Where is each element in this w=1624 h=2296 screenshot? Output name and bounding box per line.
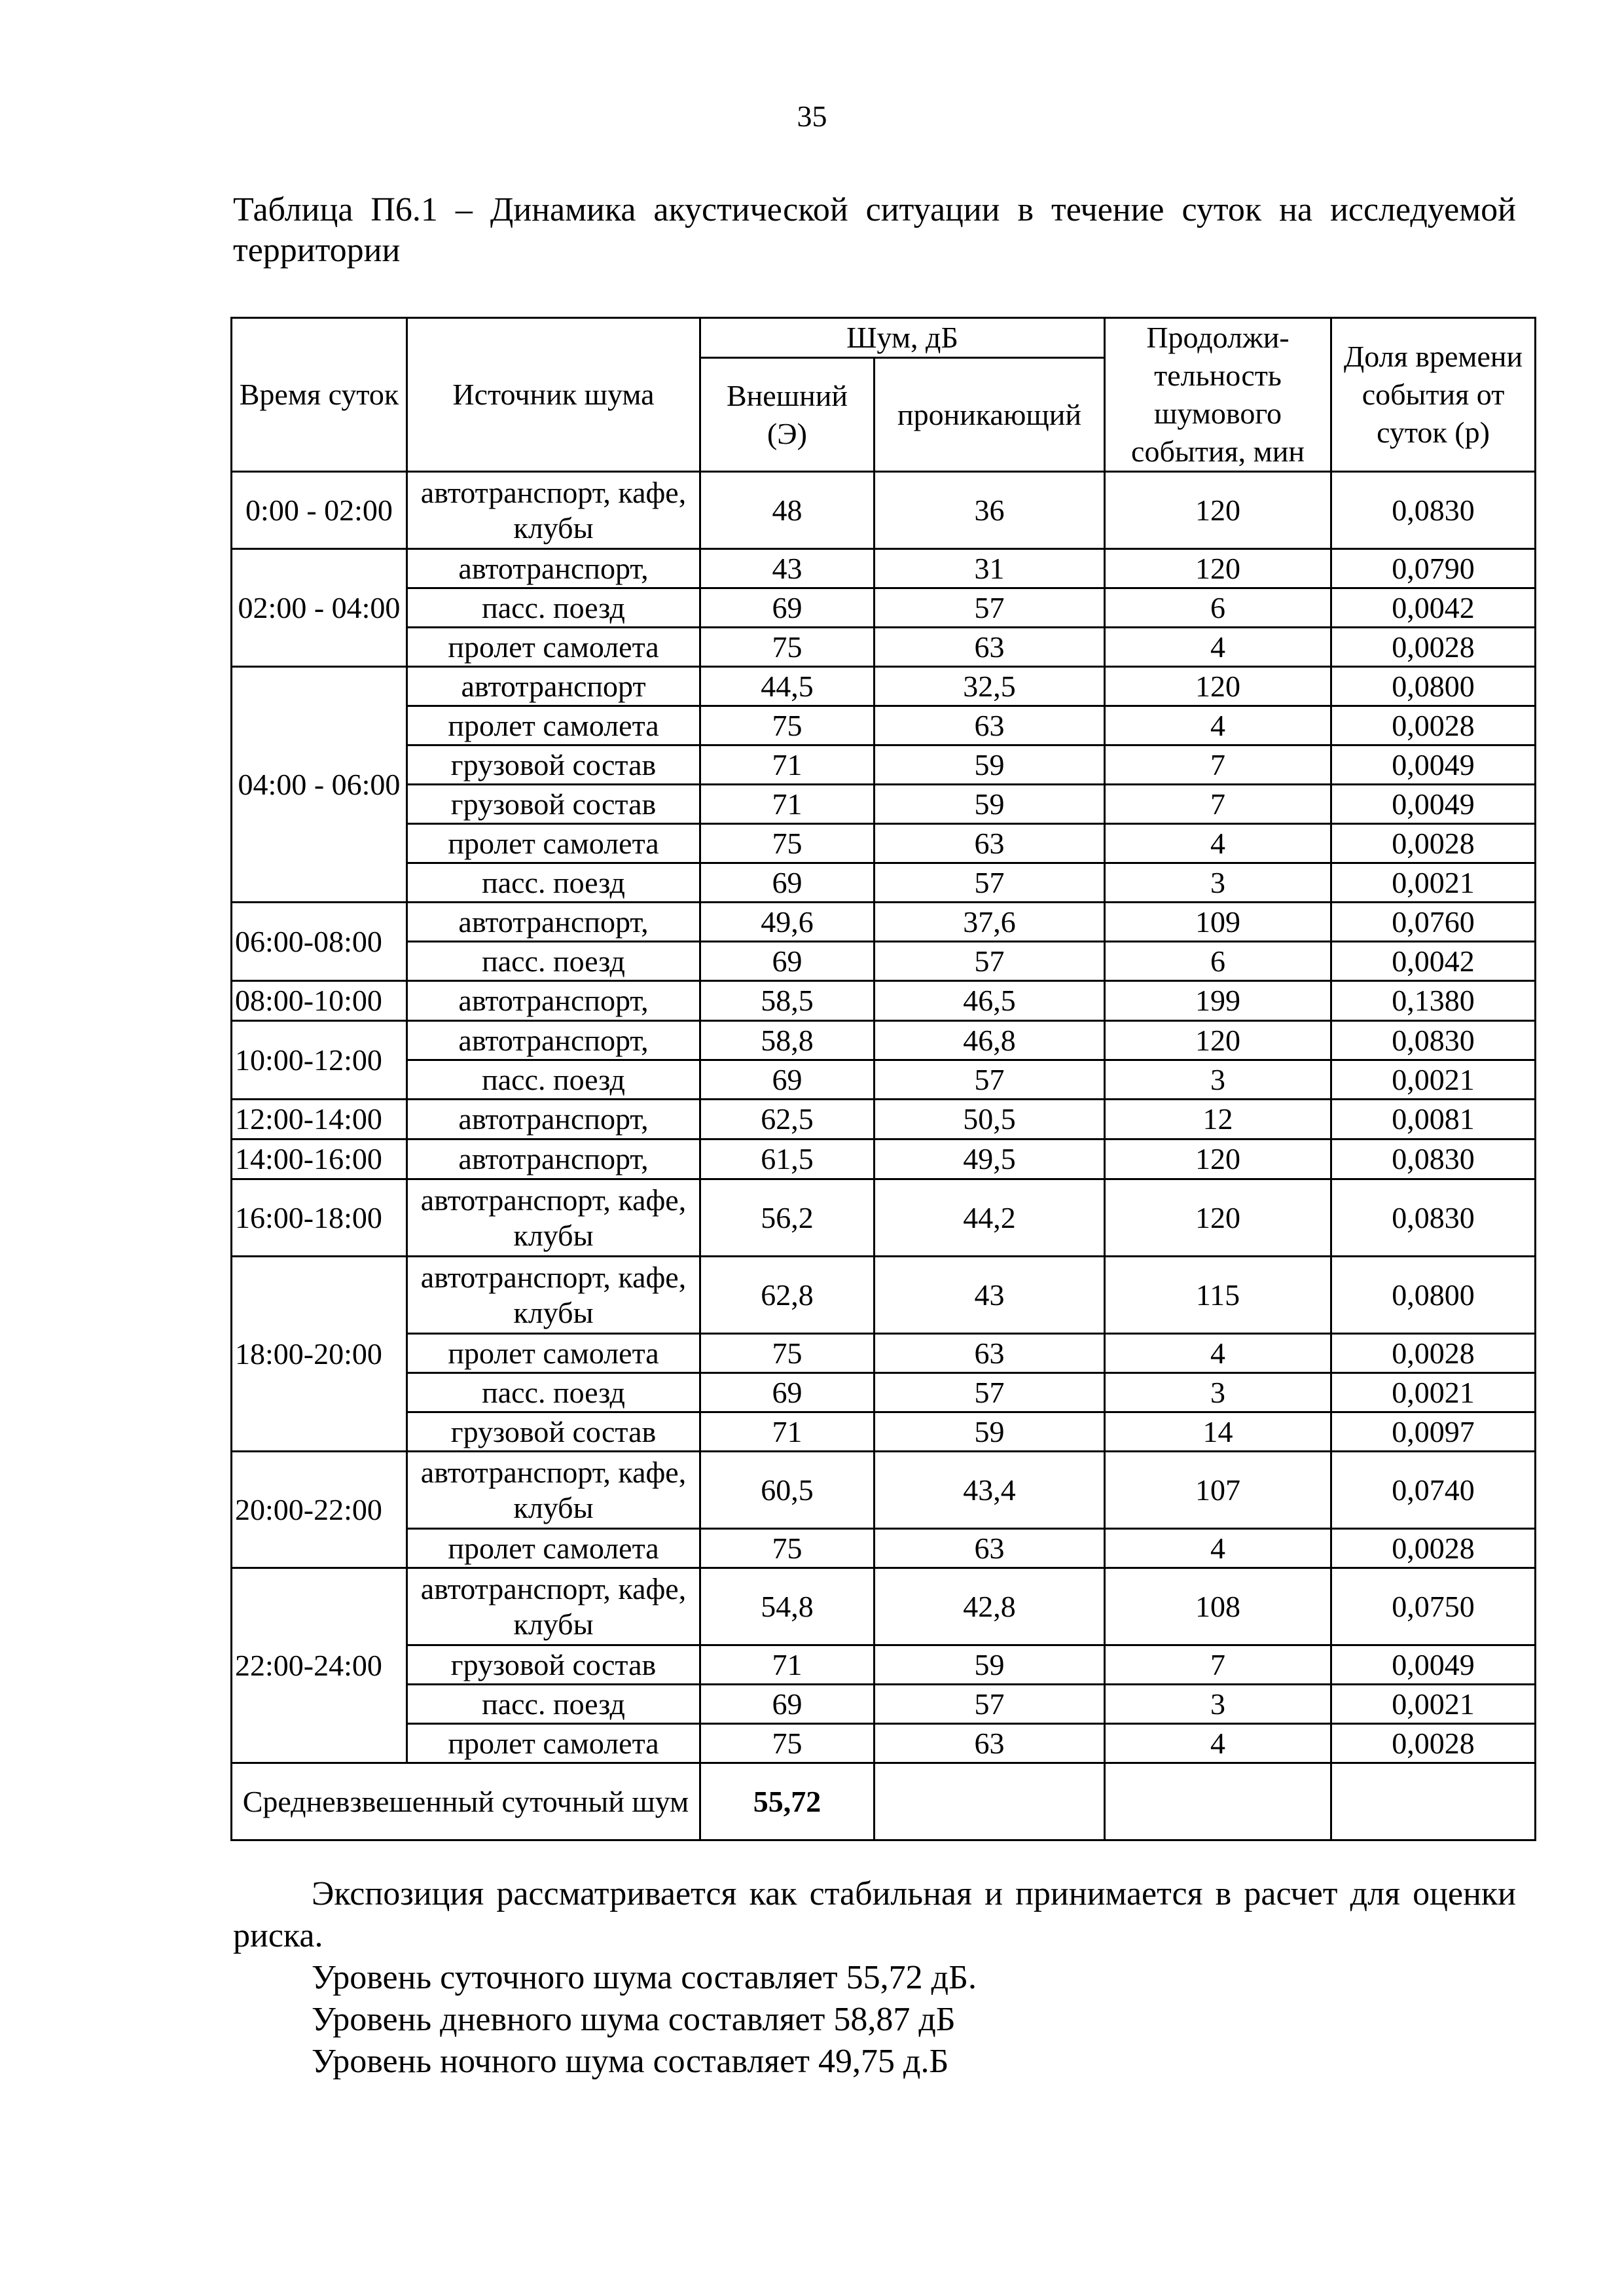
paragraph-exposition: Экспозиция рассматривается как стабильная и принимается в расчет для оценки риска. xyxy=(233,1875,1516,1954)
table-row xyxy=(232,1529,1536,1568)
duration-cell: 199 xyxy=(1105,981,1331,1021)
external-cell: 69 xyxy=(700,863,875,903)
header-duration: Продолжи-тельность шумового события, мин xyxy=(1105,318,1331,472)
external-cell: 61,5 xyxy=(700,1139,875,1179)
external-cell: 71 xyxy=(700,745,875,785)
source-cell: пасс. поезд xyxy=(407,1685,700,1724)
duration-cell: 120 xyxy=(1105,1021,1331,1060)
header-source: Источник шума xyxy=(407,318,700,472)
source-cell: автотранспорт, кафе, клубы xyxy=(407,1568,700,1645)
table-row xyxy=(232,903,1536,942)
time-cell: 12:00-14:00 xyxy=(232,1100,407,1139)
external-cell: 75 xyxy=(700,824,875,863)
table-row xyxy=(232,549,1536,588)
external-cell: 62,8 xyxy=(700,1257,875,1334)
share-cell: 0,0750 xyxy=(1331,1568,1536,1645)
external-cell: 69 xyxy=(700,942,875,981)
external-cell: 75 xyxy=(700,628,875,667)
table-row xyxy=(232,1373,1536,1412)
duration-cell: 7 xyxy=(1105,785,1331,824)
penetrating-cell: 63 xyxy=(875,1724,1105,1763)
table-row xyxy=(232,785,1536,824)
table-row xyxy=(232,1139,1536,1179)
external-cell: 69 xyxy=(700,1685,875,1724)
penetrating-cell: 57 xyxy=(875,942,1105,981)
share-cell: 0,0800 xyxy=(1331,1257,1536,1334)
share-cell: 0,0021 xyxy=(1331,1685,1536,1724)
source-cell: автотранспорт, xyxy=(407,903,700,942)
duration-cell: 120 xyxy=(1105,667,1331,706)
share-cell: 0,0049 xyxy=(1331,785,1536,824)
share-cell: 0,0790 xyxy=(1331,549,1536,588)
table-row xyxy=(232,824,1536,863)
paragraph-daily-noise: Уровень суточного шума составляет 55,72 дБ. xyxy=(312,1959,977,1996)
source-cell: пасс. поезд xyxy=(407,942,700,981)
duration-cell: 6 xyxy=(1105,588,1331,628)
external-cell: 69 xyxy=(700,1060,875,1100)
source-cell: пролет самолета xyxy=(407,824,700,863)
source-cell: грузовой состав xyxy=(407,1412,700,1452)
external-cell: 62,5 xyxy=(700,1100,875,1139)
external-cell: 48 xyxy=(700,472,875,549)
duration-cell: 6 xyxy=(1105,942,1331,981)
external-cell: 43 xyxy=(700,549,875,588)
time-cell: 18:00-20:00 xyxy=(232,1257,407,1452)
share-cell: 0,0042 xyxy=(1331,942,1536,981)
duration-cell: 4 xyxy=(1105,1724,1331,1763)
external-cell: 69 xyxy=(700,1373,875,1412)
duration-cell: 3 xyxy=(1105,863,1331,903)
duration-cell: 4 xyxy=(1105,628,1331,667)
table-row xyxy=(232,1685,1536,1724)
table-row xyxy=(232,1724,1536,1763)
time-cell: 0:00 - 02:00 xyxy=(232,472,407,549)
time-cell: 16:00-18:00 xyxy=(232,1179,407,1257)
penetrating-cell: 57 xyxy=(875,863,1105,903)
share-cell: 0,0097 xyxy=(1331,1412,1536,1452)
share-cell: 0,0028 xyxy=(1331,824,1536,863)
time-cell: 08:00-10:00 xyxy=(232,981,407,1021)
duration-cell: 3 xyxy=(1105,1685,1331,1724)
penetrating-cell: 46,5 xyxy=(875,981,1105,1021)
external-cell: 69 xyxy=(700,588,875,628)
duration-cell: 12 xyxy=(1105,1100,1331,1139)
share-cell: 0,0830 xyxy=(1331,472,1536,549)
penetrating-cell: 63 xyxy=(875,1529,1105,1568)
source-cell: автотранспорт xyxy=(407,667,700,706)
share-cell: 0,0830 xyxy=(1331,1021,1536,1060)
external-cell: 71 xyxy=(700,785,875,824)
source-cell: пролет самолета xyxy=(407,1724,700,1763)
source-cell: автотранспорт, кафе, клубы xyxy=(407,472,700,549)
external-cell: 75 xyxy=(700,706,875,745)
table-row xyxy=(232,472,1536,549)
table-row xyxy=(232,706,1536,745)
penetrating-cell: 59 xyxy=(875,745,1105,785)
share-cell: 0,1380 xyxy=(1331,981,1536,1021)
penetrating-cell: 57 xyxy=(875,1373,1105,1412)
share-cell: 0,0760 xyxy=(1331,903,1536,942)
table-row xyxy=(232,1179,1536,1257)
time-cell: 10:00-12:00 xyxy=(232,1021,407,1100)
duration-cell: 4 xyxy=(1105,706,1331,745)
table-row xyxy=(232,588,1536,628)
duration-cell: 3 xyxy=(1105,1060,1331,1100)
source-cell: пасс. поезд xyxy=(407,1060,700,1100)
table-row xyxy=(232,1334,1536,1373)
header-noise-group: Шум, дБ xyxy=(700,318,1105,358)
header-share: Доля времени события от суток (p) xyxy=(1331,318,1536,472)
penetrating-cell: 36 xyxy=(875,472,1105,549)
external-cell: 75 xyxy=(700,1334,875,1373)
table-row xyxy=(232,1060,1536,1100)
duration-cell: 120 xyxy=(1105,1179,1331,1257)
table-row xyxy=(232,1100,1536,1139)
table-row xyxy=(232,1568,1536,1645)
penetrating-cell: 59 xyxy=(875,1645,1105,1685)
share-cell: 0,0042 xyxy=(1331,588,1536,628)
penetrating-cell: 32,5 xyxy=(875,667,1105,706)
table-row xyxy=(232,667,1536,706)
page-number: 35 xyxy=(797,99,827,133)
source-cell: автотранспорт, кафе, клубы xyxy=(407,1179,700,1257)
external-cell: 44,5 xyxy=(700,667,875,706)
external-cell: 71 xyxy=(700,1645,875,1685)
total-empty-cell xyxy=(1331,1763,1536,1840)
source-cell: автотранспорт, xyxy=(407,1021,700,1060)
source-cell: грузовой состав xyxy=(407,745,700,785)
penetrating-cell: 43,4 xyxy=(875,1452,1105,1529)
share-cell: 0,0049 xyxy=(1331,745,1536,785)
share-cell: 0,0049 xyxy=(1331,1645,1536,1685)
penetrating-cell: 43 xyxy=(875,1257,1105,1334)
share-cell: 0,0028 xyxy=(1331,1334,1536,1373)
duration-cell: 107 xyxy=(1105,1452,1331,1529)
table-row xyxy=(232,863,1536,903)
table-row xyxy=(232,1452,1536,1529)
duration-cell: 3 xyxy=(1105,1373,1331,1412)
table-row xyxy=(232,1412,1536,1452)
table-row xyxy=(232,628,1536,667)
external-cell: 75 xyxy=(700,1529,875,1568)
external-cell: 58,8 xyxy=(700,1021,875,1060)
share-cell: 0,0021 xyxy=(1331,1060,1536,1100)
source-cell: пасс. поезд xyxy=(407,863,700,903)
total-empty-cell xyxy=(875,1763,1105,1840)
share-cell: 0,0028 xyxy=(1331,628,1536,667)
penetrating-cell: 63 xyxy=(875,706,1105,745)
duration-cell: 7 xyxy=(1105,745,1331,785)
external-cell: 75 xyxy=(700,1724,875,1763)
penetrating-cell: 57 xyxy=(875,1060,1105,1100)
share-cell: 0,0021 xyxy=(1331,863,1536,903)
external-cell: 60,5 xyxy=(700,1452,875,1529)
share-cell: 0,0740 xyxy=(1331,1452,1536,1529)
share-cell: 0,0028 xyxy=(1331,1724,1536,1763)
source-cell: пролет самолета xyxy=(407,628,700,667)
source-cell: автотранспорт, xyxy=(407,1100,700,1139)
time-cell: 06:00-08:00 xyxy=(232,903,407,981)
noise-table xyxy=(230,317,1536,1841)
total-label: Средневзвешенный суточный шум xyxy=(232,1763,700,1840)
source-cell: пролет самолета xyxy=(407,1334,700,1373)
time-cell: 20:00-22:00 xyxy=(232,1452,407,1568)
duration-cell: 120 xyxy=(1105,472,1331,549)
table-caption: Таблица П6.1 – Динамика акустической ситуации в течение суток на исследуемой территории xyxy=(233,191,1516,269)
source-cell: грузовой состав xyxy=(407,785,700,824)
table-row xyxy=(232,1021,1536,1060)
penetrating-cell: 63 xyxy=(875,824,1105,863)
source-cell: автотранспорт, xyxy=(407,1139,700,1179)
header-penetrating: проникающий xyxy=(875,358,1105,472)
penetrating-cell: 46,8 xyxy=(875,1021,1105,1060)
body-text xyxy=(233,1873,1516,2083)
duration-cell: 115 xyxy=(1105,1257,1331,1334)
time-cell: 04:00 - 06:00 xyxy=(232,667,407,903)
paragraph-night-noise: Уровень ночного шума составляет 49,75 д.Б xyxy=(312,2043,949,2080)
table-row xyxy=(232,942,1536,981)
share-cell: 0,0028 xyxy=(1331,706,1536,745)
header-external: Внешний (Э) xyxy=(700,358,875,472)
source-cell: пролет самолета xyxy=(407,706,700,745)
penetrating-cell: 49,5 xyxy=(875,1139,1105,1179)
share-cell: 0,0800 xyxy=(1331,667,1536,706)
total-empty-cell xyxy=(1105,1763,1331,1840)
penetrating-cell: 59 xyxy=(875,1412,1105,1452)
penetrating-cell: 57 xyxy=(875,1685,1105,1724)
penetrating-cell: 37,6 xyxy=(875,903,1105,942)
time-cell: 02:00 - 04:00 xyxy=(232,549,407,667)
source-cell: пасс. поезд xyxy=(407,1373,700,1412)
paragraph-day-noise: Уровень дневного шума составляет 58,87 дБ xyxy=(312,2001,956,2038)
penetrating-cell: 63 xyxy=(875,628,1105,667)
time-cell: 22:00-24:00 xyxy=(232,1568,407,1763)
share-cell: 0,0021 xyxy=(1331,1373,1536,1412)
external-cell: 56,2 xyxy=(700,1179,875,1257)
external-cell: 58,5 xyxy=(700,981,875,1021)
share-cell: 0,0028 xyxy=(1331,1529,1536,1568)
duration-cell: 108 xyxy=(1105,1568,1331,1645)
external-cell: 54,8 xyxy=(700,1568,875,1645)
duration-cell: 120 xyxy=(1105,549,1331,588)
source-cell: пролет самолета xyxy=(407,1529,700,1568)
table-row xyxy=(232,745,1536,785)
duration-cell: 120 xyxy=(1105,1139,1331,1179)
source-cell: автотранспорт, xyxy=(407,549,700,588)
header-time: Время суток xyxy=(232,318,407,472)
external-cell: 49,6 xyxy=(700,903,875,942)
penetrating-cell: 50,5 xyxy=(875,1100,1105,1139)
penetrating-cell: 63 xyxy=(875,1334,1105,1373)
penetrating-cell: 57 xyxy=(875,588,1105,628)
table-row xyxy=(232,1645,1536,1685)
table-row xyxy=(232,1257,1536,1334)
duration-cell: 109 xyxy=(1105,903,1331,942)
duration-cell: 14 xyxy=(1105,1412,1331,1452)
share-cell: 0,0830 xyxy=(1331,1179,1536,1257)
share-cell: 0,0081 xyxy=(1331,1100,1536,1139)
duration-cell: 4 xyxy=(1105,1529,1331,1568)
external-cell: 71 xyxy=(700,1412,875,1452)
source-cell: автотранспорт, кафе, клубы xyxy=(407,1452,700,1529)
source-cell: грузовой состав xyxy=(407,1645,700,1685)
penetrating-cell: 42,8 xyxy=(875,1568,1105,1645)
source-cell: пасс. поезд xyxy=(407,588,700,628)
total-value: 55,72 xyxy=(700,1763,875,1840)
share-cell: 0,0830 xyxy=(1331,1139,1536,1179)
penetrating-cell: 31 xyxy=(875,549,1105,588)
source-cell: автотранспорт, кафе, клубы xyxy=(407,1257,700,1334)
penetrating-cell: 59 xyxy=(875,785,1105,824)
duration-cell: 7 xyxy=(1105,1645,1331,1685)
penetrating-cell: 44,2 xyxy=(875,1179,1105,1257)
duration-cell: 4 xyxy=(1105,1334,1331,1373)
duration-cell: 4 xyxy=(1105,824,1331,863)
source-cell: автотранспорт, xyxy=(407,981,700,1021)
time-cell: 14:00-16:00 xyxy=(232,1139,407,1179)
table-row xyxy=(232,981,1536,1021)
